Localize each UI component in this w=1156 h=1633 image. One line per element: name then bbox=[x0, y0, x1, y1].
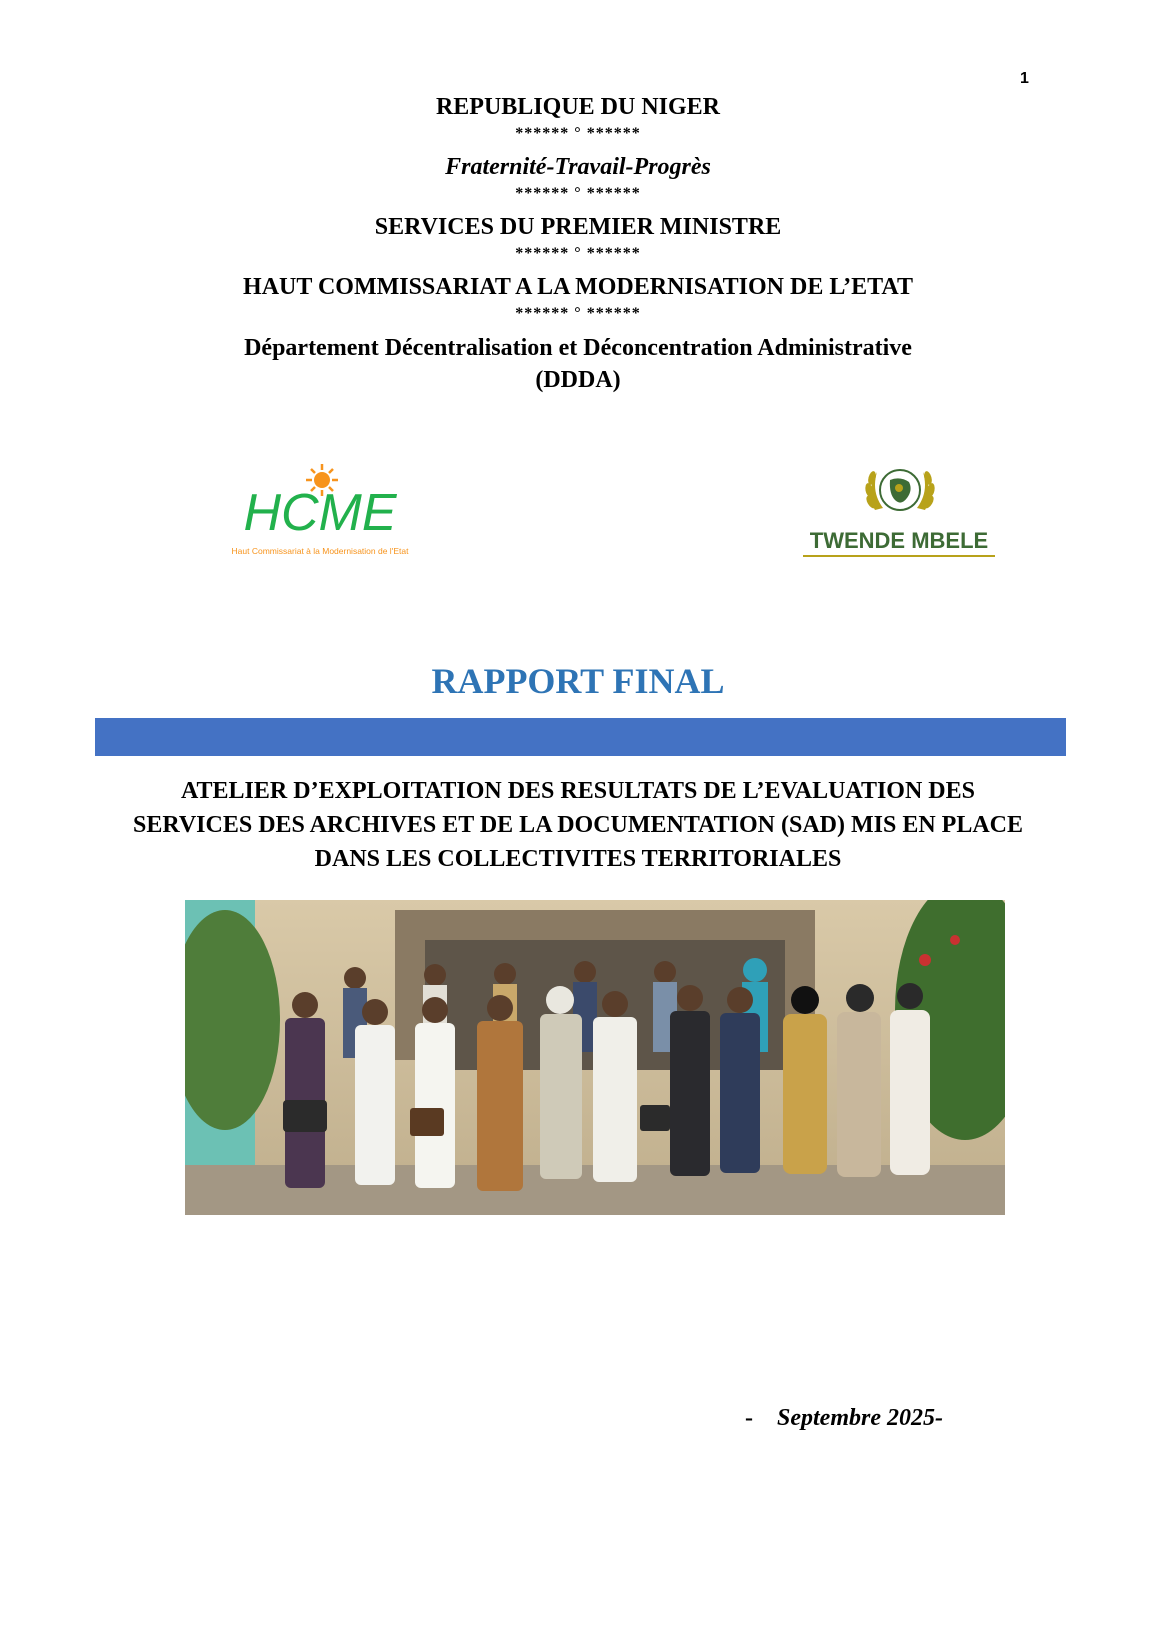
services-title: SERVICES DU PREMIER MINISTRE bbox=[374, 214, 782, 240]
group-photo-graphic bbox=[185, 900, 1005, 1215]
svg-text:HCME: HCME bbox=[243, 484, 397, 542]
workshop-title-line-3: DANS LES COLLECTIVITES TERRITORIALES bbox=[314, 846, 842, 872]
department-abbreviation: (DDDA) bbox=[535, 367, 621, 393]
date-text: Septembre 2025- bbox=[777, 1405, 943, 1431]
workshop-title bbox=[0, 774, 1156, 876]
group-photo bbox=[185, 900, 1005, 1215]
hcme-logo bbox=[230, 462, 410, 562]
twende-mbele-logo-graphic bbox=[795, 458, 1005, 568]
report-date bbox=[745, 1405, 943, 1432]
twende-mbele-logo bbox=[795, 458, 1005, 568]
date-dash: - bbox=[745, 1405, 753, 1431]
separator: ****** ° ****** bbox=[515, 185, 641, 202]
hcme-logo-graphic bbox=[230, 462, 410, 562]
svg-text:TWENDE MBELE: TWENDE MBELE bbox=[809, 528, 989, 553]
republic-title: REPUBLIQUE DU NIGER bbox=[435, 94, 721, 120]
national-motto: Fraternité-Travail-Progrès bbox=[445, 154, 711, 180]
department-title: Département Décentralisation et Déconcentration Administrative bbox=[244, 335, 912, 361]
page-number: 1 bbox=[1020, 70, 1029, 87]
report-title: RAPPORT FINAL bbox=[431, 661, 725, 701]
separator: ****** ° ****** bbox=[515, 245, 641, 262]
workshop-title-line-1: ATELIER D’EXPLOITATION DES RESULTATS DE L’EVALUATION DES bbox=[180, 778, 975, 804]
document-header bbox=[0, 92, 1156, 396]
commissariat-title: HAUT COMMISSARIAT A LA MODERNISATION DE L’ETAT bbox=[243, 274, 913, 300]
title-band bbox=[95, 718, 1066, 756]
separator: ****** ° ****** bbox=[515, 125, 641, 142]
svg-text:Haut Commissariat à la Moderni: Haut Commissariat à la Modernisation de l'Etat bbox=[231, 546, 409, 556]
workshop-title-line-2: SERVICES DES ARCHIVES ET DE LA DOCUMENTATION (SAD) MIS EN PLACE bbox=[133, 812, 1023, 838]
separator: ****** ° ****** bbox=[515, 305, 641, 322]
